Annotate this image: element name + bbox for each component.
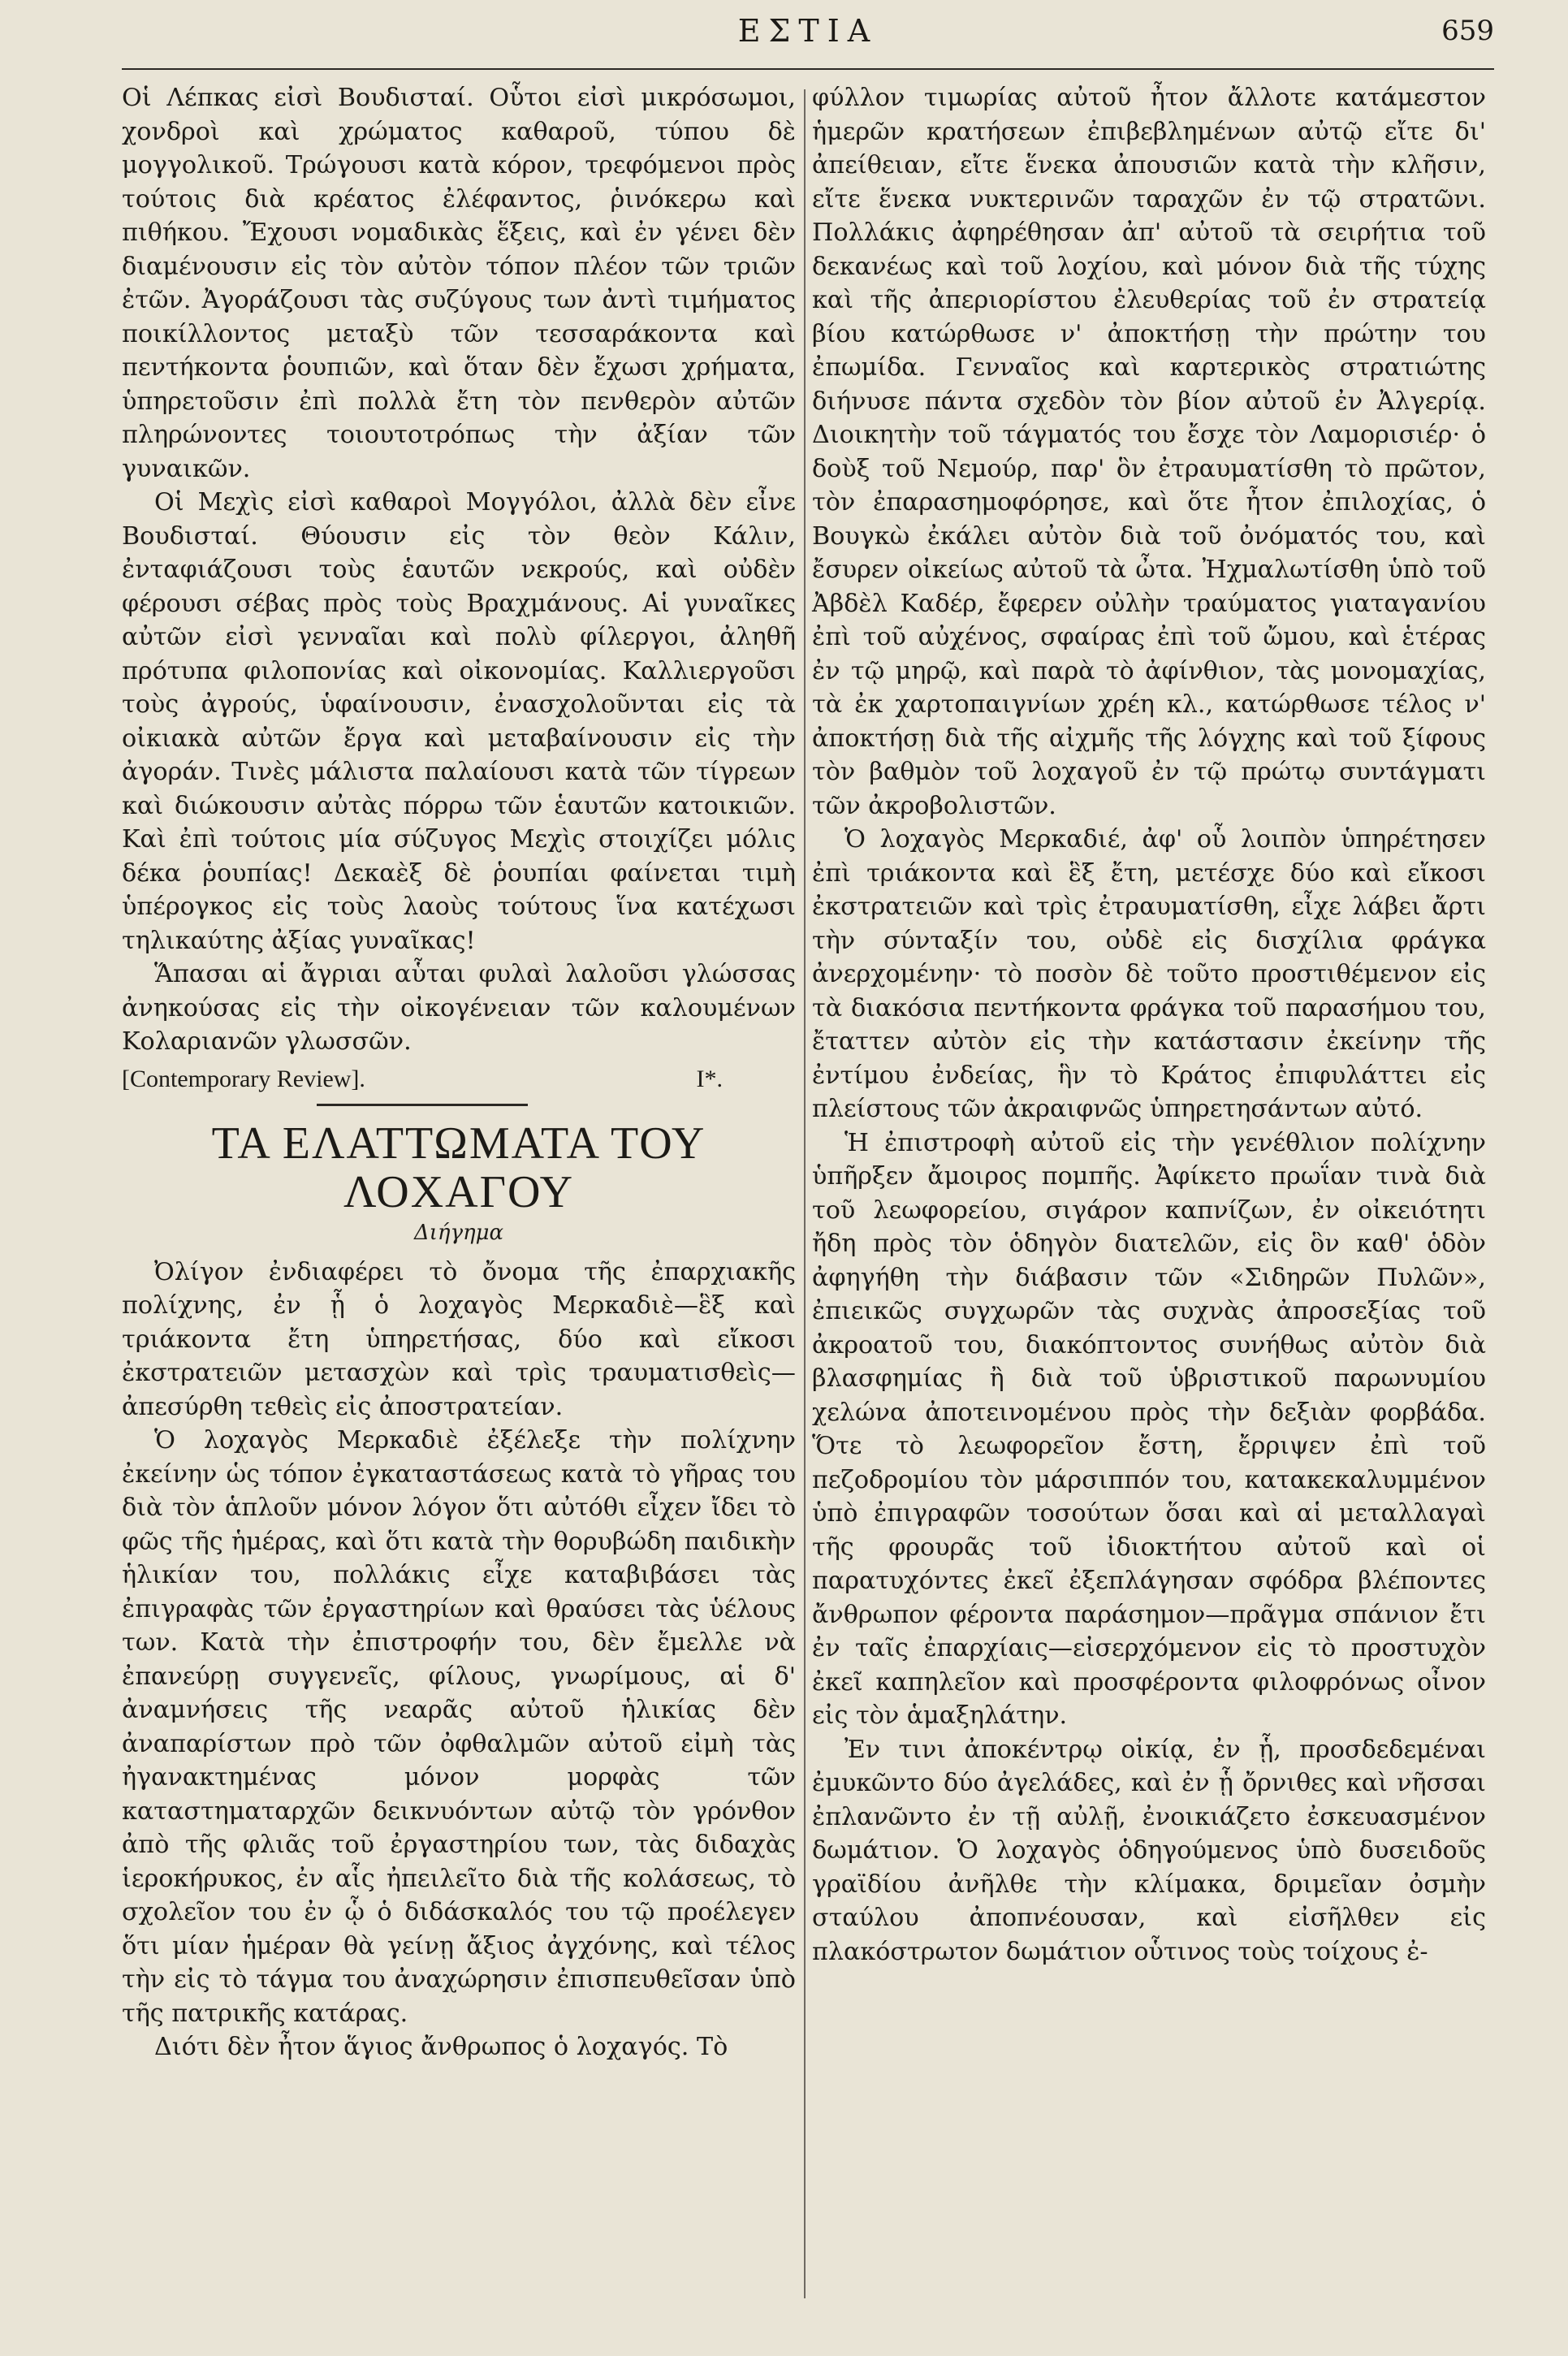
- right-column: [812, 81, 1486, 1969]
- source-line: [122, 1062, 796, 1096]
- section-separator: [317, 1104, 528, 1106]
- story-title: ΤΑ ΕΛΑΤΤΩΜΑΤΑ ΤΟΥ ΛΟΧΑΓΟΥ: [211, 1118, 706, 1217]
- journal-title: ΕΣΤΙΑ: [737, 13, 879, 49]
- header-rule: [122, 68, 1494, 70]
- page-header: [122, 11, 1494, 60]
- author-mark: Ι*.: [696, 1065, 723, 1092]
- source-citation: [Contemporary Review].: [122, 1065, 365, 1092]
- paragraph-mechis: Οἱ Μεχὶς εἰσὶ καθαροὶ Μογγόλοι, ἀλλὰ δὲν εἶνε Βουδισταί. Θύουσιν εἰς τὸν θεὸν Κάλιν, ἐνταφιάζουσι τοὺς ἑαυτῶν νεκρούς, καὶ οὐδὲν φέρουσι σέβας πρὸς τοὺς Βραχμάνους. Αἱ γυναῖκες αὐτῶν εἰσὶ γενναῖαι καὶ πολὺ φίλεργοι, ἀληθῆ πρότυπα φιλοπονίας καὶ οἰκονομίας. Καλλιεργοῦσι τοὺς ἀγρούς, ὑφαίνουσιν, ἐνασχολοῦνται εἰς τὰ οἰκιακὰ αὐτῶν ἔργα καὶ μεταβαίνουσιν εἰς τὴν ἀγοράν. Τινὲς μάλιστα παλαίουσι κατὰ τῶν τίγρεων καὶ διώκουσιν αὐτὰς πόρρω τῶν ἑαυτῶν κατοικιῶν. Καὶ ἐπὶ τούτοις μία σύζυγος Μεχὶς στοιχίζει μόλις δέκα ῥουπίας! Δεκαὲξ δὲ ῥουπίαι φαίνεται τιμὴ ὑπέρογκος εἰς τοὺς λαοὺς τούτους ἵνα κατέχωσι τηλικαύτης ἀξίας γυναῖκας!: [122, 488, 796, 955]
- right-paragraph-3: Ἡ ἐπιστροφὴ αὐτοῦ εἰς τὴν γενέθλιον πολίχνην ὑπῆρξεν ἄμοιρος πομπῆς. Ἀφίκετο πρωΐαν τινὰ διὰ τοῦ λεωφορείου, σιγάρον καπνίζων, ἐν οἰκειότητι ἤδη πρὸς τὸν ὁδηγὸν διατελῶν, εἰς ὃν καθ' ὁδὸν ἀφηγήθη τὴν διάβασιν τῶν «Σιδηρῶν Πυλῶν», ἐπιεικῶς συγχωρῶν τὰς συχνὰς ἀπροσεξίας τοῦ ἀκροατοῦ του, διακόπτοντος συνήθως αὐτὸν διὰ βλασφημίας ἢ διὰ τοῦ ὑβριστικοῦ παρωνυμίου χελώνα ἀποτεινομένου πρὸς τὴν δεξιὰν φορβάδα. Ὅτε τὸ λεωφορεῖον ἔστη, ἔρριψεν ἐπὶ τοῦ πεζοδρομίου τὸν μάρσιππόν του, κατακεκαλυμμένον ὑπὸ ἐπιγραφῶν τοσούτων ὅσαι καὶ αἱ μεταλλαγαὶ τῆς φρουρᾶς τοῦ ἰδιοκτήτου αὐτοῦ καὶ οἱ παρατυχόντες ἐκεῖ ἐξεπλάγησαν σφόδρα βλέποντες ἄνθρωπον φέροντα παράσημον—πρᾶγμα σπάνιον ἔτι ἐν ταῖς ἐπαρχίαις—εἰσερχόμενον εἰς τὸ προστυχὸν ἐκεῖ καπηλεῖον καὶ προσφέροντα φιλοφρόνως οἶνον εἰς τὸν ἁμαξηλάτην.: [812, 1128, 1486, 1730]
- page-number: 659: [1441, 15, 1494, 47]
- paragraph-languages: Ἅπασαι αἱ ἄγριαι αὗται φυλαὶ λαλοῦσι γλώσσας ἀνηκούσας εἰς τὴν οἰκογένειαν τῶν καλουμένων Κολαριανῶν γλωσσῶν.: [122, 960, 796, 1056]
- story-subtitle: Διήγημα: [413, 1221, 504, 1245]
- right-paragraph-1: φύλλον τιμωρίας αὐτοῦ ἦτον ἄλλοτε κατάμεστον ἡμερῶν κρατήσεων ἐπιβεβλημένων αὐτῷ εἴτε δι' ἀπείθειαν, εἴτε ἕνεκα ἀπουσιῶν κατὰ τὴν κλῆσιν, εἴτε ἕνεκα νυκτερινῶν ταραχῶν ἐν τῷ στρατῶνι. Πολλάκις ἀφηρέθησαν ἀπ' αὐτοῦ τὰ σειρήτια τοῦ δεκανέως καὶ τοῦ λοχίου, καὶ μόνον διὰ τῆς τύχης καὶ τῆς ἀπεριορίστου ἐλευθερίας τοῦ ἐν στρατείᾳ βίου κατώρθωσε ν' ἀποκτήσῃ τὴν πρώτην του ἐπωμίδα. Γενναῖος καὶ καρτερικὸς στρατιώτης διήνυσε πάντα σχεδὸν τὸν βίον αὐτοῦ ἐν Ἀλγερίᾳ. Διοικητὴν τοῦ τάγματός του ἔσχε τὸν Λαμορισιέρ· ὁ δοὺξ τοῦ Νεμούρ, παρ' ὃν ἐτραυματίσθη τὸ πρῶτον, τὸν ἐπαρασημοφόρησε, καὶ ὅτε ἦτον ἐπιλοχίας, ὁ Βουγκὼ ἐκάλει αὐτὸν διὰ τοῦ ὀνόματός του, καὶ ἔσυρεν οἰκείως αὐτοῦ τὰ ὦτα. Ἠχμαλωτίσθη ὑπὸ τοῦ Ἀβδὲλ Καδέρ, ἔφερεν οὐλὴν τραύματος γιαταγανίου ἐπὶ τοῦ αὐχένος, σφαίρας ἐπὶ τοῦ ὤμου, καὶ ἑτέρας ἐν τῷ μηρῷ, καὶ παρὰ τὸ ἀφίνθιον, τὰς μονομαχίας, τὰ ἐκ χαρτοπαιγνίων χρέη κλ., κατώρθωσε τέλος ν' ἀποκτήσῃ διὰ τῆς αἰχμῆς τῆς λόγχης καὶ τοῦ ξίφους τὸν βαθμὸν τοῦ λοχαγοῦ ἐν τῷ πρώτῳ συντάγματι τῶν ἀκροβολιστῶν.: [812, 84, 1486, 820]
- story-paragraph-2: Ὁ λοχαγὸς Μερκαδιὲ ἐξέλεξε τὴν πολίχνην ἐκείνην ὡς τόπον ἐγκαταστάσεως κατὰ τὸ γῆρας του διὰ τὸν ἁπλοῦν μόνον λόγον ὅτι αὐτόθι εἶχεν ἴδει τὸ φῶς τῆς ἡμέρας, καὶ ὅτι κατὰ τὴν θορυβώδη παιδικὴν ἡλικίαν του, πολλάκις εἶχε καταβιβάσει τὰς ἐπιγραφὰς τῶν ἐργαστηρίων καὶ θραύσει τὰς ὑέλους των. Κατὰ τὴν ἐπιστροφήν του, δὲν ἔμελλε νὰ ἐπανεύρῃ συγγενεῖς, φίλους, γνωρίμους, αἱ δ' ἀναμνήσεις τῆς νεαρᾶς αὐτοῦ ἡλικίας δὲν ἀναπαρίστων πρὸ τῶν ὀφθαλμῶν αὐτοῦ εἰμὴ τὰς ἠγανακτημένας μόνον μορφὰς τῶν καταστηματαρχῶν δεικνυόντων αὐτῷ τὸν γρόνθον ἀπὸ τῆς φλιᾶς τοῦ ἐργαστηρίου των, τὰς διδαχὰς ἱεροκήρυκος, ἐν αἷς ἠπειλεῖτο διὰ τῆς κολάσεως, τὸ σχολεῖον του ἐν ᾧ ὁ διδάσκαλός του τῷ προέλεγεν ὅτι μίαν ἡμέραν θὰ γείνῃ ἄξιος ἀγχόνης, καὶ τέλος τὴν εἰς τὸ τάγμα του ἀναχώρησιν ἐπισπευθεῖσαν ὑπὸ τῆς πατρικῆς κατάρας.: [122, 1426, 796, 2028]
- column-divider: [804, 89, 806, 2298]
- right-paragraph-4: Ἐν τινι ἀποκέντρῳ οἰκίᾳ, ἐν ᾗ, προσδεδεμέναι ἐμυκῶντο δύο ἀγελάδες, καὶ ἐν ᾗ ὄρνιθες καὶ νῆσσαι ἐπλανῶντο ἐν τῇ αὐλῇ, ἐνοικιάζετο ἐσκευασμένον δωμάτιον. Ὁ λοχαγὸς ὁδηγούμενος ὑπὸ δυσειδοῦς γραϊδίου ἀνῆλθε τὴν κλίμακα, δριμεῖαν ὀσμὴν σταύλου ἀποπνέουσαν, καὶ εἰσῆλθεν εἰς πλακόστρωτον δωμάτιον οὗτινος τοὺς τοίχους ἐ-: [812, 1735, 1486, 1966]
- right-paragraph-2: Ὁ λοχαγὸς Μερκαδιέ, ἀφ' οὗ λοιπὸν ὑπηρέτησεν ἐπὶ τριάκοντα καὶ ἓξ ἔτη, μετέσχε δύο καὶ εἴκοσι ἐκστρατειῶν καὶ τρὶς ἐτραυματίσθη, εἶχε λάβει ἄρτι τὴν σύνταξίν του, οὐδὲ εἰς δισχίλια φράγκα ἀνερχομένην· τὸ ποσὸν δὲ τοῦτο προστιθέμενον εἰς τὰ διακόσια πεντήκοντα φράγκα τοῦ παρασήμου του, ἔταττεν αὐτὸν εἰς τὴν κατάστασιν ἐκείνην τῆς ἐντίμου ἐνδείας, ἣν τὸ Κράτος ἐπιφυλάττει εἰς πλείστους τῶν ἀκραιφνῶς ὑπηρετησάντων αὐτό.: [812, 825, 1486, 1123]
- left-column: [122, 81, 796, 2064]
- story-paragraph-1: Ὀλίγον ἐνδιαφέρει τὸ ὄνομα τῆς ἐπαρχιακῆς πολίχνης, ἐν ᾗ ὁ λοχαγὸς Μερκαδιὲ—ἓξ καὶ τριάκοντα ἔτη ὑπηρετήσας, δύο καὶ εἴκοσι ἐκστρατειῶν μετασχὼν καὶ τρὶς τραυματισθεὶς— ἀπεσύρθη τεθεὶς εἰς ἀποστρατείαν.: [122, 1257, 796, 1421]
- paragraph-lepkas: Οἱ Λέπκας εἰσὶ Βουδισταί. Οὗτοι εἰσὶ μικρόσωμοι, χονδροὶ καὶ χρώματος καθαροῦ, τύπου δὲ μογγολικοῦ. Τρώγουσι κατὰ κόρον, τρεφόμενοι πρὸς τούτοις διὰ κρέατος ἐλέφαντος, ῥινόκερω καὶ πιθήκου. Ἔχουσι νομαδικὰς ἕξεις, καὶ ἐν γένει δὲν διαμένουσιν εἰς τὸν αὐτὸν τόπον πλέον τῶν τριῶν ἐτῶν. Ἀγοράζουσι τὰς συζύγους των ἀντὶ τιμήματος ποικίλλοντος μεταξὺ τῶν τεσσαράκοντα καὶ πεντήκοντα ῥουπιῶν, καὶ ὅταν δὲν ἔχωσι χρήματα, ὑπηρετοῦσιν ἐπὶ πολλὰ ἔτη τὸν πενθερὸν αὐτῶν πληρώνοντες τοιουτοτρόπως τὴν ἀξίαν τῶν γυναικῶν.: [122, 84, 796, 483]
- story-paragraph-3: Διότι δὲν ἦτον ἅγιος ἄνθρωπος ὁ λοχαγός. Τὸ: [154, 2033, 728, 2061]
